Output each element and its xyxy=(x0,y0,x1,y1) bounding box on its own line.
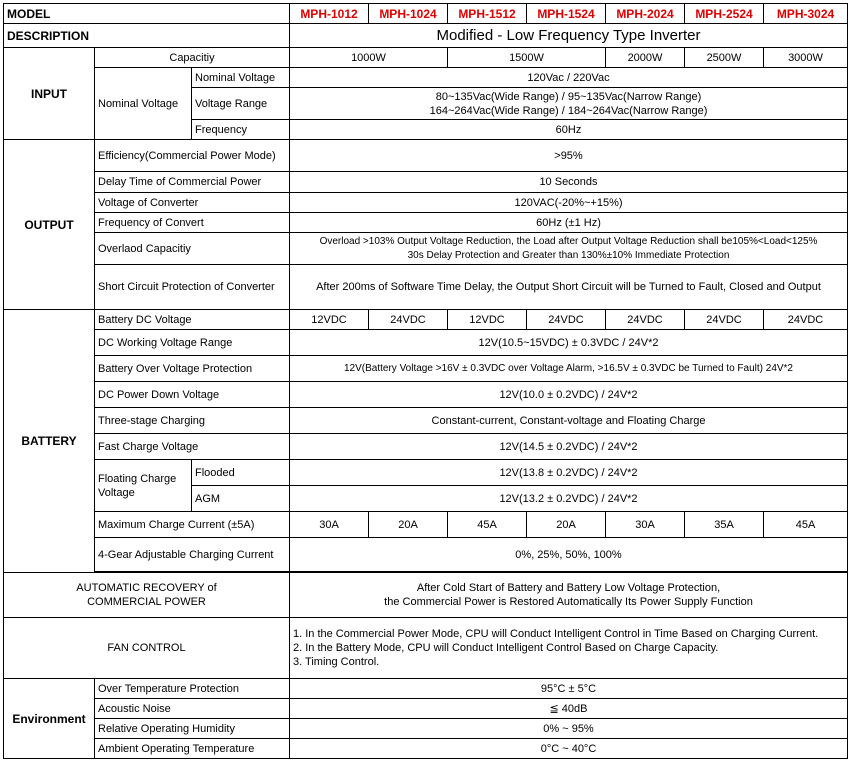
recovery-row xyxy=(4,573,848,618)
noise-label: Acoustic Noise xyxy=(95,699,290,719)
working-range-value: 12V(10.5~15VDC) ± 0.3VDC / 24V*2 xyxy=(290,330,848,356)
frequency-value: 60Hz xyxy=(290,120,848,140)
fan-row xyxy=(4,618,848,679)
dc-voltage-value: 24VDC xyxy=(606,310,685,330)
ambient-value: 0°C ~ 40°C xyxy=(290,739,848,759)
battery-fast-charge-row xyxy=(4,434,848,460)
battery-gear-row xyxy=(4,538,848,572)
battery-max-charge-row xyxy=(4,512,848,538)
over-voltage-label: Battery Over Voltage Protection xyxy=(95,356,290,382)
gear-label: 4-Gear Adjustable Charging Current xyxy=(95,538,290,572)
capacity-label: Capacitiy xyxy=(95,48,290,68)
output-overload-row xyxy=(4,233,848,265)
nominal-voltage-label: Nominal Voltage xyxy=(192,68,290,88)
spec-table xyxy=(3,3,848,759)
capacity-value: 3000W xyxy=(764,48,848,68)
model-row xyxy=(4,4,848,24)
section-output: OUTPUT xyxy=(4,140,95,310)
model-name: MPH-1012 xyxy=(290,4,369,24)
delay-label: Delay Time of Commercial Power xyxy=(95,172,290,193)
description-label: DESCRIPTION xyxy=(4,24,290,48)
output-delay-row xyxy=(4,172,848,193)
humidity-value: 0% ~ 95% xyxy=(290,719,848,739)
max-charge-label: Maximum Charge Current (±5A) xyxy=(95,512,290,538)
converter-frequency-label: Frequency of Convert xyxy=(95,213,290,233)
section-input: INPUT xyxy=(4,48,95,140)
ambient-label: Ambient Operating Temperature xyxy=(95,739,290,759)
fan-control-line: 3. Timing Control. xyxy=(293,656,380,668)
battery-over-voltage-row xyxy=(4,356,848,382)
max-charge-value: 30A xyxy=(290,512,369,538)
delay-value: 10 Seconds xyxy=(290,172,848,193)
model-name: MPH-1024 xyxy=(369,4,448,24)
floating-charge-line: Voltage xyxy=(98,486,135,499)
agm-value: 12V(13.2 ± 0.2VDC) / 24V*2 xyxy=(290,486,848,512)
voltage-range-value xyxy=(290,88,848,120)
env-over-temp-row xyxy=(4,679,848,699)
max-charge-value: 45A xyxy=(764,512,848,538)
three-stage-value: Constant-current, Constant-voltage and Floating Charge xyxy=(290,408,848,434)
dc-voltage-value: 24VDC xyxy=(685,310,764,330)
converter-frequency-value: 60Hz (±1 Hz) xyxy=(290,213,848,233)
recovery-label xyxy=(4,573,290,618)
power-down-value: 12V(10.0 ± 0.2VDC) / 24V*2 xyxy=(290,382,848,408)
max-charge-value: 20A xyxy=(527,512,606,538)
fan-control-value xyxy=(290,618,848,679)
gear-value: 0%, 25%, 50%, 100% xyxy=(290,538,848,572)
voltage-range-line: 80~135Vac(Wide Range) / 95~135Vac(Narrow Range) xyxy=(435,90,702,103)
recovery-value-line: the Commercial Power is Restored Automatically Its Power Supply Function xyxy=(384,596,753,608)
capacity-value: 1500W xyxy=(448,48,606,68)
battery-dc-row xyxy=(4,310,848,330)
frequency-label: Frequency xyxy=(192,120,290,140)
model-name: MPH-1524 xyxy=(527,4,606,24)
short-circuit-label: Short Circuit Protection of Converter xyxy=(95,265,290,310)
battery-three-stage-row xyxy=(4,408,848,434)
capacity-value: 1000W xyxy=(290,48,448,68)
max-charge-value: 30A xyxy=(606,512,685,538)
voltage-range-line: 164~264Vac(Wide Range) / 184~264Vac(Narrow Range) xyxy=(429,104,708,117)
fast-charge-label: Fast Charge Voltage xyxy=(95,434,290,460)
efficiency-label: Efficiency(Commercial Power Mode) xyxy=(95,140,290,172)
over-voltage-value: 12V(Battery Voltage >16V ± 0.3VDC over Voltage Alarm, >16.5V ± 0.3VDC be Turned to Fault) 24V*2 xyxy=(290,356,848,382)
overload-line: Overload >103% Output Voltage Reduction, the Load after Output Voltage Reduction shall be105%<Load<125% xyxy=(319,235,818,247)
dc-voltage-value: 12VDC xyxy=(448,310,527,330)
dc-voltage-label: Battery DC Voltage xyxy=(95,310,290,330)
flooded-label: Flooded xyxy=(192,460,290,486)
recovery-value-line: After Cold Start of Battery and Battery Low Voltage Protection, xyxy=(416,582,721,594)
battery-working-row xyxy=(4,330,848,356)
nominal-voltage-value: 120Vac / 220Vac xyxy=(290,68,848,88)
overload-label: Overlaod Capacitiy xyxy=(95,233,290,265)
env-noise-row xyxy=(4,699,848,719)
fan-control-label: FAN CONTROL xyxy=(4,618,290,679)
humidity-label: Relative Operating Humidity xyxy=(95,719,290,739)
working-range-label: DC Working Voltage Range xyxy=(95,330,290,356)
flooded-value: 12V(13.8 ± 0.2VDC) / 24V*2 xyxy=(290,460,848,486)
env-humidity-row xyxy=(4,719,848,739)
fast-charge-value: 12V(14.5 ± 0.2VDC) / 24V*2 xyxy=(290,434,848,460)
input-capacity-row xyxy=(4,48,848,68)
env-ambient-row xyxy=(4,739,848,759)
efficiency-value: >95% xyxy=(290,140,848,172)
converter-voltage-label: Voltage of Converter xyxy=(95,193,290,213)
output-voltage-row xyxy=(4,193,848,213)
overload-value xyxy=(290,233,848,265)
capacity-value: 2000W xyxy=(606,48,685,68)
overload-line: 30s Delay Protection and Greater than 130%±10% Immediate Protection xyxy=(407,249,730,261)
model-name: MPH-2024 xyxy=(606,4,685,24)
dc-voltage-value: 24VDC xyxy=(764,310,848,330)
max-charge-value: 20A xyxy=(369,512,448,538)
model-label: MODEL xyxy=(4,4,290,24)
noise-value: ≦ 40dB xyxy=(290,699,848,719)
recovery-value xyxy=(290,573,848,618)
description-value: Modified - Low Frequency Type Inverter xyxy=(290,24,848,48)
section-battery: BATTERY xyxy=(4,310,95,573)
agm-label: AGM xyxy=(192,486,290,512)
input-nominal-row xyxy=(4,68,848,88)
dc-voltage-value: 24VDC xyxy=(369,310,448,330)
model-name: MPH-1512 xyxy=(448,4,527,24)
output-efficiency-row xyxy=(4,140,848,172)
battery-flooded-row xyxy=(4,460,848,486)
short-circuit-value: After 200ms of Software Time Delay, the Output Short Circuit will be Turned to Fault, Closed and Output xyxy=(290,265,848,310)
model-name: MPH-2524 xyxy=(685,4,764,24)
power-down-label: DC Power Down Voltage xyxy=(95,382,290,408)
over-temp-value: 95°C ± 5°C xyxy=(290,679,848,699)
converter-voltage-value: 120VAC(-20%~+15%) xyxy=(290,193,848,213)
fan-control-line: 1. In the Commercial Power Mode, CPU will Conduct Intelligent Control in Time Based on Charging Current. xyxy=(293,628,819,640)
floating-charge-line: Floating Charge xyxy=(98,472,177,485)
max-charge-value: 45A xyxy=(448,512,527,538)
max-charge-value: 35A xyxy=(685,512,764,538)
over-temp-label: Over Temperature Protection xyxy=(95,679,290,699)
three-stage-label: Three-stage Charging xyxy=(95,408,290,434)
recovery-label-line: COMMERCIAL POWER xyxy=(87,596,206,608)
recovery-label-line: AUTOMATIC RECOVERY of xyxy=(76,582,217,594)
model-name: MPH-3024 xyxy=(764,4,848,24)
battery-power-down-row xyxy=(4,382,848,408)
description-row xyxy=(4,24,848,48)
capacity-value: 2500W xyxy=(685,48,764,68)
output-frequency-row xyxy=(4,213,848,233)
dc-voltage-value: 12VDC xyxy=(290,310,369,330)
voltage-range-label: Voltage Range xyxy=(192,88,290,120)
section-environment: Environment xyxy=(4,679,95,759)
fan-control-line: 2. In the Battery Mode, CPU will Conduct Intelligent Control Based on Charge Capacity. xyxy=(293,642,719,654)
nominal-voltage-group: Nominal Voltage xyxy=(95,68,192,140)
floating-charge-label xyxy=(95,460,192,512)
output-short-row xyxy=(4,265,848,310)
dc-voltage-value: 24VDC xyxy=(527,310,606,330)
